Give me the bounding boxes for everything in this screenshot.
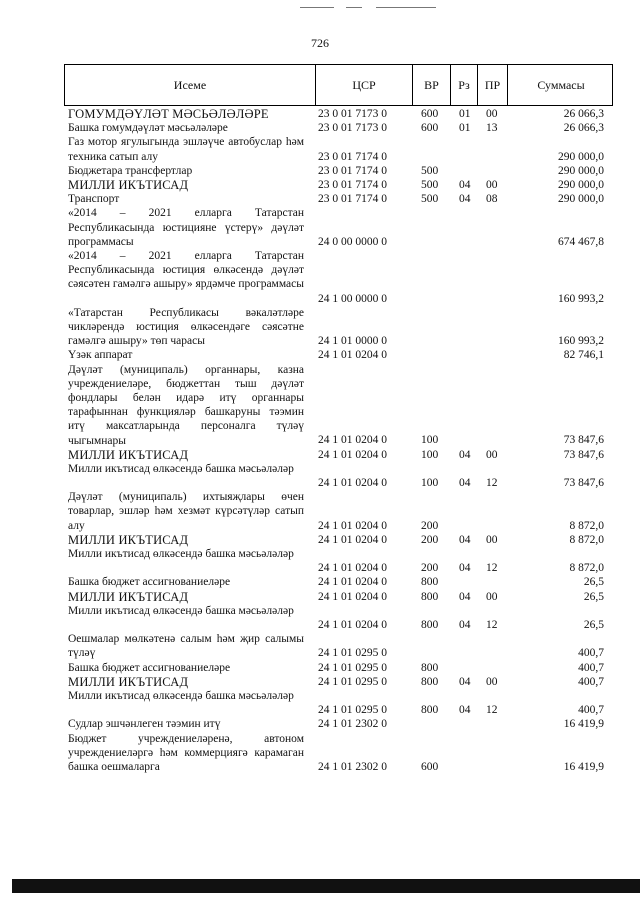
table-row xyxy=(0,604,640,632)
row-csr: 24 1 01 0204 0 xyxy=(318,590,387,603)
row-pr: 08 xyxy=(486,193,498,206)
row-sum: 160 993,2 xyxy=(558,335,604,348)
row-name: «2014 – 2021 елларга Татарстан Республикасында юстиция өлкәсендә дәүләт сәясәтен гамәлгә ашыру» ярдәмче программасы xyxy=(68,249,304,291)
row-pr: 00 xyxy=(486,590,498,603)
row-name: Милли икътисад өлкәсендә башка мәсьәләләр xyxy=(68,689,294,702)
row-csr: 23 0 01 7174 0 xyxy=(318,150,387,163)
row-csr: 24 1 01 0000 0 xyxy=(318,335,387,348)
row-sum: 26 066,3 xyxy=(563,107,604,120)
table-row xyxy=(0,590,640,604)
row-name: ГОМУМДӘҮЛӘТ МӘСЬӘЛӘЛӘРЕ xyxy=(68,107,269,121)
row-name: МИЛЛИ ИКЪТИСАД xyxy=(68,532,189,547)
row-name: МИЛЛИ ИКЪТИСАД xyxy=(68,447,189,462)
row-vr: 500 xyxy=(421,193,439,206)
row-csr: 24 0 00 0000 0 xyxy=(318,235,387,248)
row-vr: 600 xyxy=(421,122,439,135)
row-name: Милли икътисад өлкәсендә башка мәсьәләләр xyxy=(68,462,294,475)
row-sum: 400,7 xyxy=(578,661,604,674)
row-pr: 00 xyxy=(486,448,498,461)
row-vr: 800 xyxy=(421,661,439,674)
table-row xyxy=(0,135,640,163)
row-name: Судлар эшчәнлеген тәэмин итү xyxy=(68,718,221,731)
row-csr: 24 1 01 0204 0 xyxy=(318,562,387,575)
row-pr: 00 xyxy=(486,178,498,191)
row-rz: 04 xyxy=(459,675,471,688)
row-name: Дәүләт (муниципаль) органнары, казна учреждениеләре, бюджеттан тыш дәүләт фондлары белән идарә итү органнары тарафыннан функцияләр башкаруны тәэмин итү максатларында персоналга түләү чыгымнары xyxy=(68,363,304,447)
row-pr: 12 xyxy=(486,562,498,575)
table-row xyxy=(0,448,640,462)
row-csr: 24 1 01 0204 0 xyxy=(318,477,387,490)
row-rz: 01 xyxy=(459,107,471,120)
row-name: МИЛЛИ ИКЪТИСАД xyxy=(68,589,189,604)
row-vr: 800 xyxy=(421,675,439,688)
row-csr: 23 0 01 7174 0 xyxy=(318,164,387,177)
row-rz: 04 xyxy=(459,193,471,206)
row-pr: 00 xyxy=(486,675,498,688)
row-sum: 73 847,6 xyxy=(563,434,604,447)
header-csr: ЦСР xyxy=(315,65,412,105)
row-csr: 24 1 01 0204 0 xyxy=(318,519,387,532)
row-csr: 24 1 01 0204 0 xyxy=(318,448,387,461)
table-row xyxy=(0,689,640,717)
row-vr: 800 xyxy=(421,704,439,717)
row-name: МИЛЛИ ИКЪТИСАД xyxy=(68,674,189,689)
row-vr: 100 xyxy=(421,477,439,490)
row-rz: 04 xyxy=(459,590,471,603)
row-rz: 04 xyxy=(459,704,471,717)
table-row xyxy=(0,206,640,249)
row-sum: 8 872,0 xyxy=(569,533,604,546)
row-csr: 24 1 00 0000 0 xyxy=(318,292,387,305)
row-vr: 600 xyxy=(421,107,439,120)
table-row xyxy=(0,363,640,448)
row-csr: 24 1 01 0204 0 xyxy=(318,619,387,631)
row-csr: 24 1 01 0295 0 xyxy=(318,647,387,660)
table-row xyxy=(0,348,640,362)
row-vr: 800 xyxy=(421,590,439,603)
row-vr: 100 xyxy=(421,448,439,461)
scan-mark xyxy=(376,7,436,8)
row-sum: 674 467,8 xyxy=(558,235,604,248)
table-row xyxy=(0,306,640,349)
row-vr: 100 xyxy=(421,434,439,447)
table-row xyxy=(0,547,640,575)
row-pr: 12 xyxy=(486,477,498,490)
row-sum: 400,7 xyxy=(578,647,604,660)
header-vr: ВР xyxy=(412,65,450,105)
row-rz: 01 xyxy=(459,122,471,135)
row-rz: 04 xyxy=(459,562,471,575)
row-pr: 00 xyxy=(486,107,498,120)
row-csr: 24 1 01 0204 0 xyxy=(318,576,387,589)
row-vr: 200 xyxy=(421,519,439,532)
row-sum: 82 746,1 xyxy=(563,349,604,362)
table-row xyxy=(0,575,640,589)
row-sum: 16 419,9 xyxy=(563,718,604,731)
row-sum: 26 066,3 xyxy=(563,122,604,135)
row-vr: 500 xyxy=(421,164,439,177)
row-sum: 26,5 xyxy=(583,576,604,589)
row-csr: 23 0 01 7174 0 xyxy=(318,178,387,191)
scan-border xyxy=(12,879,640,893)
row-csr: 23 0 01 7173 0 xyxy=(318,107,387,120)
scan-mark xyxy=(300,7,334,8)
row-vr: 800 xyxy=(421,619,439,631)
row-name: Оешмалар мөлкәтенә салым һәм җир салымы түләү xyxy=(68,633,304,660)
row-sum: 400,7 xyxy=(578,675,604,688)
row-vr: 500 xyxy=(421,178,439,191)
row-vr: 800 xyxy=(421,576,439,589)
row-csr: 24 1 01 0204 0 xyxy=(318,434,387,447)
table-row xyxy=(0,732,640,775)
row-rz: 04 xyxy=(459,533,471,546)
row-name: Башка бюджет ассигнованиеләре xyxy=(68,661,231,674)
table-row xyxy=(0,164,640,178)
row-csr: 24 1 01 2302 0 xyxy=(318,718,387,731)
row-name: МИЛЛИ ИКЪТИСАД xyxy=(68,177,189,192)
row-sum: 290 000,0 xyxy=(558,150,604,163)
row-name: «Татарстан Республикасы вәкаләтләре чикләрендә юстиция өлкәсендәге сәясәтне гамәлгә ашыру» төп чарасы xyxy=(68,306,304,348)
row-sum: 160 993,2 xyxy=(558,292,604,305)
row-name: «2014 – 2021 елларга Татарстан Республикасында юстицияне үстерү» дәүләт программасы xyxy=(68,207,304,248)
row-vr: 600 xyxy=(421,760,439,773)
table-row xyxy=(0,249,640,306)
table-header xyxy=(64,64,613,106)
row-rz: 04 xyxy=(459,448,471,461)
row-vr: 200 xyxy=(421,562,439,575)
table-row xyxy=(0,675,640,689)
row-name: Милли икътисад өлкәсендә башка мәсьәләләр xyxy=(68,548,294,561)
table-row xyxy=(0,462,640,490)
row-sum: 8 872,0 xyxy=(569,562,604,575)
table-row xyxy=(0,533,640,547)
table-row xyxy=(0,490,640,533)
row-name: Милли икътисад өлкәсендә башка мәсьәләләр xyxy=(68,604,294,617)
header-name: Исеме xyxy=(173,77,207,92)
row-csr: 23 0 01 7174 0 xyxy=(318,193,387,206)
row-name: Үзәк аппарат xyxy=(68,349,133,362)
row-name: Башка бюджет ассигнованиеләре xyxy=(68,576,231,589)
header-rz: Рз xyxy=(450,65,477,105)
row-vr: 200 xyxy=(421,533,439,546)
scan-mark xyxy=(346,7,362,8)
row-sum: 8 872,0 xyxy=(569,519,604,532)
row-pr: 12 xyxy=(486,704,498,717)
row-sum: 26,5 xyxy=(583,590,604,603)
row-sum: 26,5 xyxy=(583,619,604,631)
table-row xyxy=(0,107,640,121)
row-csr: 24 1 01 0204 0 xyxy=(318,533,387,546)
table-row xyxy=(0,661,640,675)
header-pr: ПР xyxy=(477,65,507,105)
row-name: Бюджетара трансфертлар xyxy=(68,164,193,177)
table-row xyxy=(0,121,640,135)
row-csr: 24 1 01 2302 0 xyxy=(318,760,387,773)
row-csr: 23 0 01 7173 0 xyxy=(318,122,387,135)
row-sum: 73 847,6 xyxy=(563,448,604,461)
table-body xyxy=(0,107,640,774)
row-csr: 24 1 01 0295 0 xyxy=(318,661,387,674)
row-sum: 290 000,0 xyxy=(558,178,604,191)
table-row xyxy=(0,192,640,206)
page-number: 726 xyxy=(311,36,329,50)
row-sum: 16 419,9 xyxy=(563,760,604,773)
row-csr: 24 1 01 0295 0 xyxy=(318,675,387,688)
row-rz: 04 xyxy=(459,178,471,191)
row-csr: 24 1 01 0204 0 xyxy=(318,349,387,362)
row-name: Бюджет учреждениеләренә, автоном учреждениеләргә һәм коммерциягә карамаган башка оешмаларга xyxy=(68,732,304,773)
table-row xyxy=(0,717,640,731)
row-name: Газ мотор ягулыгында эшләүче автобуслар һәм техника сатып алу xyxy=(68,136,304,163)
row-sum: 73 847,6 xyxy=(563,477,604,490)
row-name: Дәүләт (муниципаль) ихтыяҗлары өчен товарлар, эшләр һәм хезмәт күрсәтүләр сатып алу xyxy=(68,491,304,532)
row-rz: 04 xyxy=(459,477,471,490)
row-pr: 12 xyxy=(486,619,498,631)
row-sum: 290 000,0 xyxy=(558,193,604,206)
row-name: Транспорт xyxy=(68,193,120,206)
table-row xyxy=(0,632,640,660)
header-sum: Суммасы xyxy=(507,65,614,105)
row-pr: 13 xyxy=(486,122,498,135)
row-sum: 400,7 xyxy=(578,704,604,717)
row-rz: 04 xyxy=(459,619,471,631)
row-name: Башка гомумдәүләт мәсьәләләре xyxy=(68,122,228,135)
row-pr: 00 xyxy=(486,533,498,546)
table-row xyxy=(0,178,640,192)
row-sum: 290 000,0 xyxy=(558,164,604,177)
row-csr: 24 1 01 0295 0 xyxy=(318,704,387,717)
